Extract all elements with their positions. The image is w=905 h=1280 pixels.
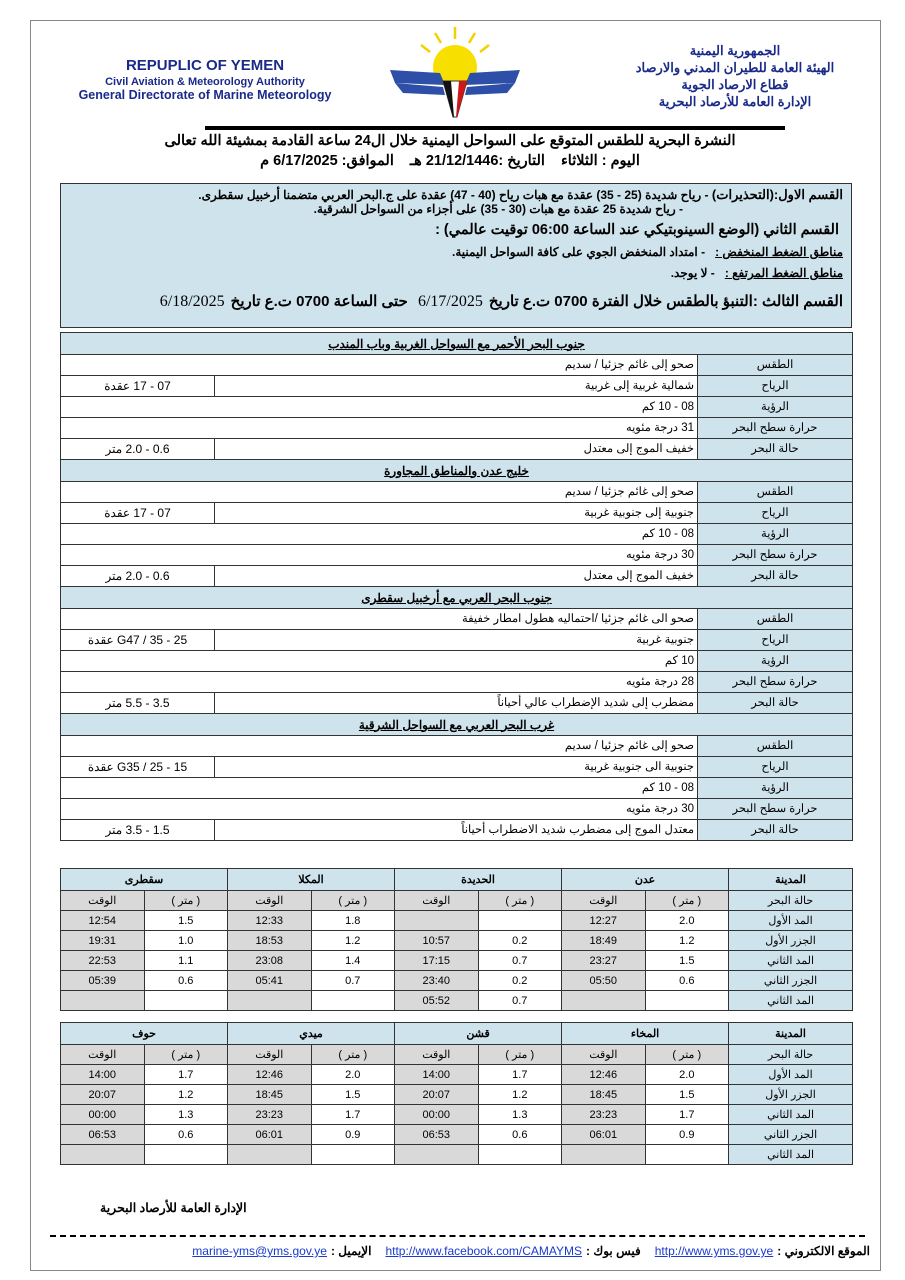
city-name: المكلا [228,869,395,891]
row-label: الطقس [698,609,853,630]
city-name: سقطرى [61,869,228,891]
tide-time: 12:54 [61,911,145,931]
row-label: حالة البحر [698,439,853,460]
visibility-value: 08 - 10 كم [61,524,698,545]
wave-value: 1.5 - 3.5 متر [61,820,215,841]
tide-time: 22:53 [61,951,145,971]
tide-time: 20:07 [395,1085,479,1105]
wave-value: 3.5 - 5.5 متر [61,693,215,714]
city-name: المخاء [562,1023,729,1045]
authority-en: Civil Aviation & Meteorology Authority [105,76,305,88]
period-start: 6/17/2025 [417,293,483,310]
tide-time: 18:53 [228,931,312,951]
tide-time: 05:39 [61,971,145,991]
forecast-row-sst [61,799,853,820]
region-name: جنوب البحر الأحمر مع السواحل الغربية وباب المندب [61,333,853,355]
tide-time: 18:45 [228,1085,312,1105]
city-label: المدينة [729,1023,853,1045]
time-header: الوقت [61,891,145,911]
forecast-row-visibility [61,778,853,799]
tide-height: 1.5 [645,1085,729,1105]
tide-time: 12:33 [228,911,312,931]
sector-ar: قطاع الارصاد الجوية [681,77,789,92]
tide-height [645,1145,729,1165]
time-header: الوقت [228,891,312,911]
tide-label: الجزر الأول [729,1085,853,1105]
tide-height [311,1145,395,1165]
meter-header: ( متر ) [478,891,562,911]
row-label: الرياح [698,630,853,651]
tide-time: 05:52 [395,991,479,1011]
tide-time: 12:46 [228,1065,312,1085]
visibility-value: 08 - 10 كم [61,397,698,418]
time-header: الوقت [395,891,479,911]
tide-height: 2.0 [645,1065,729,1085]
row-label: حالة البحر [698,693,853,714]
region-name: خليج عدن والمناطق المجاورة [61,460,853,482]
tide-time [61,1145,145,1165]
wind-value: جنوبية إلى جنوبية غربية [215,503,698,524]
sea-state-label: حالة البحر [729,891,853,911]
section3-period [69,292,843,311]
tide-time: 19:31 [61,931,145,951]
city-name: قشن [395,1023,562,1045]
sea-value: خفيف الموج إلى معتدل [215,439,698,460]
tide-time: 06:53 [61,1125,145,1145]
country-ar: الجمهورية اليمنية [689,43,781,58]
row-label: الرياح [698,376,853,397]
tide-time [562,991,646,1011]
sst-value: 30 درجة مئويه [61,545,698,566]
email-link[interactable]: marine-yms@yms.gov.ye [192,1244,327,1258]
forecast-row-sea [61,439,853,460]
tide-height: 1.2 [144,1085,228,1105]
tide-time: 17:15 [395,951,479,971]
row-label: الرياح [698,757,853,778]
tide-time [562,1145,646,1165]
region-header [61,587,853,609]
tide-time: 12:46 [562,1065,646,1085]
authority-ar: الهيئة العامة للطيران المدني والارصاد [635,60,835,75]
row-label: الرؤية [698,397,853,418]
tide-height [478,1145,562,1165]
tide-label: المد الثاني [729,951,853,971]
row-label: حالة البحر [698,566,853,587]
sea-state-label: حالة البحر [729,1045,853,1065]
wind-value: جنوبية غربية [215,630,698,651]
tide-label: المد الثاني [729,1105,853,1125]
meter-header: ( متر ) [478,1045,562,1065]
tide-label: الجزر الثاني [729,1125,853,1145]
tide-time: 10:57 [395,931,479,951]
tide-label: الجزر الأول [729,931,853,951]
tide-height: 0.6 [478,1125,562,1145]
gregorian-date: الموافق: 6/17/2025 م [260,153,394,169]
subheader-row [61,1045,853,1065]
tide-height: 1.7 [645,1105,729,1125]
facebook-link[interactable]: http://www.facebook.com/CAMAYMS [385,1244,582,1258]
tide-height: 0.9 [645,1125,729,1145]
warnings [69,188,843,216]
tide-time: 23:40 [395,971,479,991]
low-pressure-label: مناطق الضغط المنخفض : [715,245,843,259]
high-pressure-text: - لا يوجد. [670,266,715,280]
region-name: جنوب البحر العربي مع أرخبيل سقطرى [61,587,853,609]
signature: الإدارة العامة للأرصاد البحرية [100,1201,247,1215]
city-name: ميدي [228,1023,395,1045]
tide-time [228,1145,312,1165]
facebook-label: فيس بوك : [585,1244,641,1258]
subheader-row [61,891,853,911]
header-english [60,57,350,102]
forecast-row-sea [61,566,853,587]
tide-row [61,1065,853,1085]
tide-time: 00:00 [395,1105,479,1125]
sst-value: 28 درجة مئويه [61,672,698,693]
tide-row [61,1085,853,1105]
tide-height: 1.3 [144,1105,228,1125]
tide-time: 12:27 [562,911,646,931]
tide-height: 1.5 [645,951,729,971]
day: اليوم : الثلاثاء [560,153,640,169]
tide-height: 0.2 [478,931,562,951]
tide-time: 23:23 [228,1105,312,1125]
meter-header: ( متر ) [311,1045,395,1065]
directorate-en: General Directorate of Marine Meteorology [78,88,332,102]
tide-height [144,1145,228,1165]
tide-height: 1.7 [311,1105,395,1125]
forecast-row-wind [61,757,853,778]
tide-height: 0.9 [311,1125,395,1145]
row-label: الرؤية [698,778,853,799]
tide-time [395,911,479,931]
tide-row [61,911,853,931]
forecast-row-weather [61,482,853,503]
forecast-row-sst [61,672,853,693]
hijri-date: التاريخ :21/12/1446 هـ [409,153,545,169]
tide-height: 0.2 [478,971,562,991]
tide-label: الجزر الثاني [729,971,853,991]
tide-height: 1.2 [478,1085,562,1105]
tide-height: 1.4 [311,951,395,971]
row-label: الطقس [698,355,853,376]
tide-time: 05:41 [228,971,312,991]
meter-header: ( متر ) [645,1045,729,1065]
email-label: الإيميل : [330,1244,372,1258]
tide-time: 23:27 [562,951,646,971]
high-pressure [69,266,843,280]
sea-value: مضطرب إلى شديد الإضطراب عالي أحياناً [215,693,698,714]
tide-time [228,991,312,1011]
sst-value: 31 درجة مئويه [61,418,698,439]
row-label: حالة البحر [698,820,853,841]
header-divider [205,126,785,130]
row-label: الرؤية [698,651,853,672]
footer-contacts [50,1244,870,1258]
tide-height: 0.7 [311,971,395,991]
tide-row [61,1145,853,1165]
meter-header: ( متر ) [144,1045,228,1065]
tide-row [61,931,853,951]
date-line [150,153,750,169]
forecast-row-visibility [61,651,853,672]
time-header: الوقت [228,1045,312,1065]
section2-synoptic: القسم الثاني (الوضع السينوبتيكي عند الساعة 06:00 توقيت عالمي) : [435,222,839,238]
tide-row [61,1125,853,1145]
city-row [61,869,853,891]
row-label: الطقس [698,482,853,503]
tide-height [645,991,729,1011]
meter-header: ( متر ) [645,891,729,911]
weather-value: صحو إلى غائم جزئيا / سديم [61,736,698,757]
forecast-row-sea [61,693,853,714]
tide-time: 23:23 [562,1105,646,1125]
meter-header: ( متر ) [144,891,228,911]
row-label: حرارة سطح البحر [698,418,853,439]
forecast-table [60,332,853,841]
tide-height: 0.6 [645,971,729,991]
forecast-row-wind [61,630,853,651]
section3-to: حتى الساعة 0700 ت.ع تاريخ [230,293,408,310]
wind-value: جنوبية الى جنوبية غربية [215,757,698,778]
wave-value: 0.6 - 2.0 متر [61,566,215,587]
website-label: الموقع الالكتروني : [777,1244,870,1258]
tide-height [311,991,395,1011]
row-label: الرؤية [698,524,853,545]
time-header: الوقت [562,891,646,911]
tide-height: 0.7 [478,991,562,1011]
website-link[interactable]: http://www.yms.gov.ye [654,1244,774,1258]
region-header [61,460,853,482]
tide-time: 14:00 [395,1065,479,1085]
sea-value: خفيف الموج إلى معتدل [215,566,698,587]
tide-height: 1.8 [311,911,395,931]
tide-label: المد الثاني [729,1145,853,1165]
tide-height: 1.7 [478,1065,562,1085]
tide-row [61,1105,853,1125]
tide-height: 2.0 [645,911,729,931]
wind_speed-value: 25 - 35 / G47 عقدة [61,630,215,651]
row-label: حرارة سطح البحر [698,799,853,820]
tide-time: 14:00 [61,1065,145,1085]
tide-table-2 [60,1022,853,1165]
time-header: الوقت [61,1045,145,1065]
weather-value: صحو إلى غائم جزئيا / سديم [61,482,698,503]
tide-table-1 [60,868,853,1011]
tide-time: 06:01 [228,1125,312,1145]
sst-value: 30 درجة مئويه [61,799,698,820]
region-header [61,333,853,355]
visibility-value: 10 كم [61,651,698,672]
authority-logo [385,25,525,125]
country-en: REPUPLIC OF YEMEN [125,57,285,74]
section1-label: القسم الاول:(التحذيرات) [711,187,843,202]
tide-height [144,991,228,1011]
city-name: حوف [61,1023,228,1045]
city-label: المدينة [729,869,853,891]
wind_speed-value: 07 - 17 عقدة [61,503,215,524]
tide-height: 2.0 [311,1065,395,1085]
bulletin-title: النشرة البحرية للطقس المتوقع على السواحل اليمنية خلال ال24 ساعة القادمة بمشيئة الله تعالى [164,133,736,149]
city-name: الحديدة [395,869,562,891]
forecast-row-sst [61,418,853,439]
row-label: حرارة سطح البحر [698,672,853,693]
low-pressure-text: - امتداد المنخفض الجوي على كافة السواحل اليمنية. [452,245,706,259]
tide-height [478,911,562,931]
wind_speed-value: 07 - 17 عقدة [61,376,215,397]
tide-label: المد الأول [729,911,853,931]
region-header [61,714,853,736]
tide-time: 00:00 [61,1105,145,1125]
forecast-row-wind [61,376,853,397]
period-end: 6/18/2025 [159,293,225,310]
city-row [61,1023,853,1045]
forecast-row-sst [61,545,853,566]
tide-time: 06:53 [395,1125,479,1145]
tide-time: 05:50 [562,971,646,991]
forecast-row-weather [61,609,853,630]
tide-height: 1.5 [144,911,228,931]
tide-time: 18:45 [562,1085,646,1105]
row-label: حرارة سطح البحر [698,545,853,566]
sea-value: معتدل الموج إلى مضطرب شديد الاضطراب أحياناً [215,820,698,841]
tide-height: 0.6 [144,1125,228,1145]
weather-value: صحو الى غائم جزئيا /احتماليه هطول امطار خفيفة [61,609,698,630]
forecast-row-sea [61,820,853,841]
tide-time: 23:08 [228,951,312,971]
row-label: الطقس [698,736,853,757]
forecast-row-visibility [61,524,853,545]
tide-height: 1.3 [478,1105,562,1125]
region-name: غرب البحر العربي مع السواحل الشرقية [61,714,853,736]
wind_speed-value: 15 - 25 / G35 عقدة [61,757,215,778]
forecast-row-weather [61,355,853,376]
tide-time: 18:49 [562,931,646,951]
tide-row [61,971,853,991]
tide-height: 1.5 [311,1085,395,1105]
section3-from: القسم الثالث :التنبؤ بالطقس خلال الفترة 0700 ت.ع تاريخ [488,293,843,310]
tide-row [61,951,853,971]
visibility-value: 08 - 10 كم [61,778,698,799]
forecast-row-visibility [61,397,853,418]
time-header: الوقت [395,1045,479,1065]
header-arabic [620,42,850,110]
tide-height: 0.6 [144,971,228,991]
time-header: الوقت [562,1045,646,1065]
tide-height: 1.2 [311,931,395,951]
forecast-row-weather [61,736,853,757]
meter-header: ( متر ) [311,891,395,911]
warning-1: - رياح شديدة (25 - 35) عقدة مع هبات رياح (40 - 47) عقدة على ج.البحر العربي متضمنا أرخبيل سقطرى. [198,188,709,202]
directorate-ar: الإدارة العامة للأرصاد البحرية [658,94,812,109]
row-label: الرياح [698,503,853,524]
tide-time: 20:07 [61,1085,145,1105]
tide-height: 1.0 [144,931,228,951]
tide-label: المد الثاني [729,991,853,1011]
low-pressure [69,245,843,259]
tide-time [61,991,145,1011]
wind-value: شمالية غربية إلى غربية [215,376,698,397]
tide-height: 1.7 [144,1065,228,1085]
wave-value: 0.6 - 2.0 متر [61,439,215,460]
tide-time [395,1145,479,1165]
high-pressure-label: مناطق الضغط المرتفع : [724,266,843,280]
tide-time: 06:01 [562,1125,646,1145]
tide-row [61,991,853,1011]
forecast-row-wind [61,503,853,524]
warning-2: - رياح شديدة 25 عقدة مع هبات (30 - 35) على أجزاء من السواحل الشرقية. [313,202,683,216]
city-name: عدن [562,869,729,891]
weather-value: صحو إلى غائم جزئيا / سديم [61,355,698,376]
tide-height: 1.2 [645,931,729,951]
tide-height: 1.1 [144,951,228,971]
tide-label: المد الأول [729,1065,853,1085]
footer-divider [50,1235,865,1237]
tide-height: 0.7 [478,951,562,971]
summary-box [60,183,852,328]
